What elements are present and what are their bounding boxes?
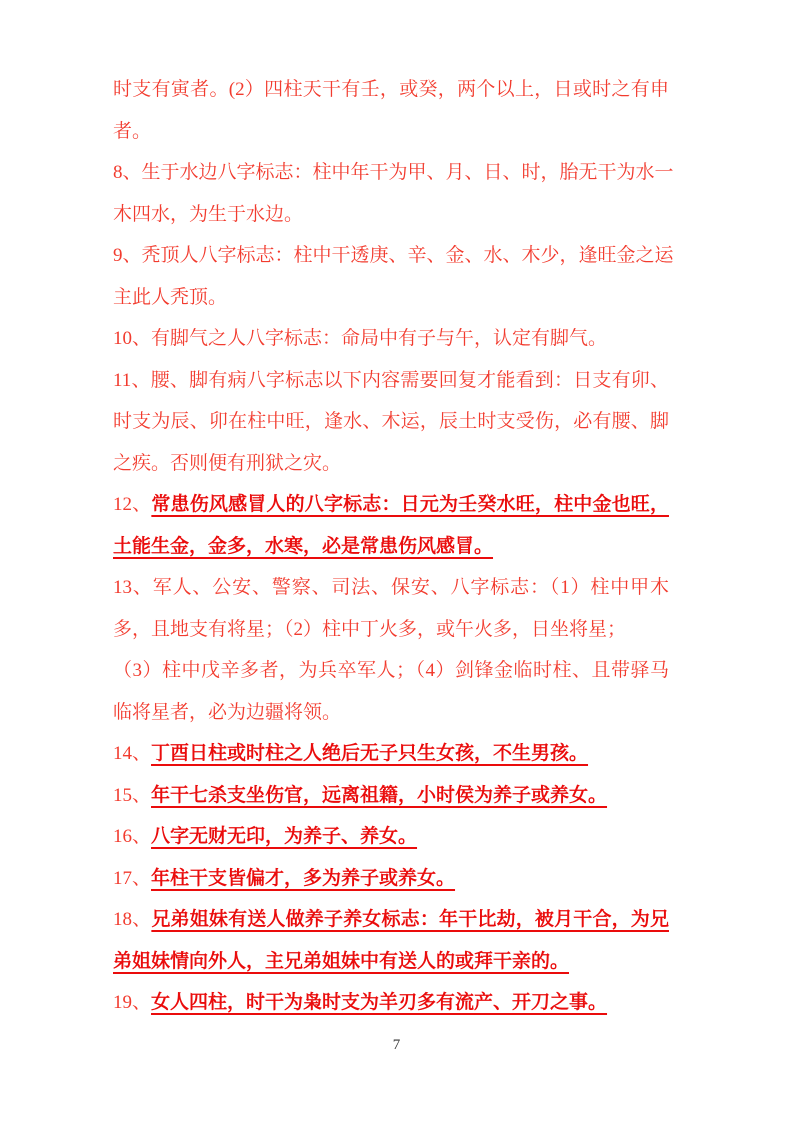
paragraph-line: [113, 692, 669, 734]
line-text: 时支有寅者。(2）四柱天干有壬，或癸，两个以上，日或时之有申: [113, 79, 669, 100]
line-text: 临将星者，必为边疆将领。: [113, 701, 342, 723]
paragraph-line: [113, 69, 669, 111]
paragraph-line: [113, 609, 669, 651]
line-text: 多，且地支有将星；（2）柱中丁火多，或午火多，日坐将星；: [113, 618, 627, 640]
page-footer: [0, 1036, 793, 1054]
paragraph-line: [113, 567, 669, 609]
line-text-bold-underline: 兄弟姐妹有送人做养子养女标志：年干比劫，被月干合，为兄: [151, 909, 669, 930]
paragraph-line: [113, 401, 669, 443]
document-body: [113, 69, 674, 1024]
line-text-bold-underline: 八字无财无印，为养子、养女。: [151, 826, 418, 847]
line-text: 秃顶人八字标志：柱中干透庚、辛、金、水、木少，逢旺金之运: [141, 245, 674, 266]
paragraph-line: [113, 899, 669, 941]
item-number: 16、: [113, 826, 152, 847]
paragraph-line: [113, 194, 669, 236]
paragraph-line: [113, 650, 669, 692]
item-number: 18、: [113, 909, 152, 930]
line-text-bold-underline: 丁酉日柱或时柱之人绝后无子只生女孩，不生男孩。: [151, 743, 589, 764]
item-number: 15、: [113, 784, 152, 806]
paragraph-line: [113, 858, 669, 900]
line-text-bold-underline: 女人四柱，时干为枭时支为羊刃多有流产、开刀之事。: [151, 992, 608, 1013]
item-number: 17、: [113, 867, 152, 889]
line-text-bold-underline: 年干七杀支坐伤官，远离祖籍，小时侯为养子或养女。: [151, 784, 608, 806]
paragraph-line: [113, 318, 669, 360]
paragraph-line: [113, 816, 669, 858]
item-number: 14、: [113, 743, 152, 764]
item-number: 13、: [113, 577, 153, 598]
line-text: 之疾。否则便有刑狱之灾。: [113, 452, 342, 474]
paragraph-line: [113, 775, 669, 817]
paragraph-line: [113, 111, 669, 153]
line-text: 腰、脚有病八字标志以下内容需要回复才能看到：日支有卯、: [150, 369, 669, 391]
item-number: 8、: [113, 162, 142, 183]
line-text: 主此人秃顶。: [113, 286, 228, 308]
line-text-bold-underline: 年柱干支皆偏才，多为养子或养女。: [151, 867, 456, 889]
line-text: （3）柱中戊辛多者，为兵卒军人；（4）剑锋金临时柱、且带驿马: [113, 660, 669, 681]
line-text-bold-underline: 弟姐妹情向外人，主兄弟姐妹中有送人的或拜干亲的。: [113, 950, 570, 972]
paragraph-line: [113, 360, 669, 402]
line-text-bold-underline: 常患伤风感冒人的八字标志：日元为壬癸水旺，柱中金也旺，: [151, 494, 669, 515]
item-number: 12、: [113, 494, 152, 515]
paragraph-line: [113, 484, 669, 526]
line-text: 军人、公安、警察、司法、保安、八字标志：（1）柱中甲木: [152, 577, 669, 598]
paragraph-line: [113, 443, 669, 485]
paragraph-line: [113, 235, 674, 277]
line-text: 木四水，为生于水边。: [113, 203, 304, 225]
paragraph-line: [113, 941, 669, 983]
item-number: 10、: [113, 328, 152, 349]
item-number: 11、: [113, 369, 151, 391]
item-number: 19、: [113, 992, 152, 1013]
paragraph-line: [113, 152, 674, 194]
paragraph-line: [113, 277, 669, 319]
item-number: 9、: [113, 245, 142, 266]
paragraph-line: [113, 982, 669, 1024]
line-text: 有脚气之人八字标志：命局中有子与午，认定有脚气。: [151, 328, 608, 349]
paragraph-line: [113, 733, 669, 775]
paragraph-line: [113, 526, 669, 568]
line-text: 生于水边八字标志：柱中年干为甲、月、日、时，胎无干为水一: [141, 162, 674, 183]
line-text-bold-underline: 土能生金，金多，水寒，必是常患伤风感冒。: [113, 535, 494, 557]
page-number: 7: [392, 1037, 401, 1053]
line-text: 时支为辰、卯在柱中旺，逢水、木运，辰土时支受伤，必有腰、脚: [113, 411, 669, 432]
line-text: 者。: [113, 120, 152, 142]
